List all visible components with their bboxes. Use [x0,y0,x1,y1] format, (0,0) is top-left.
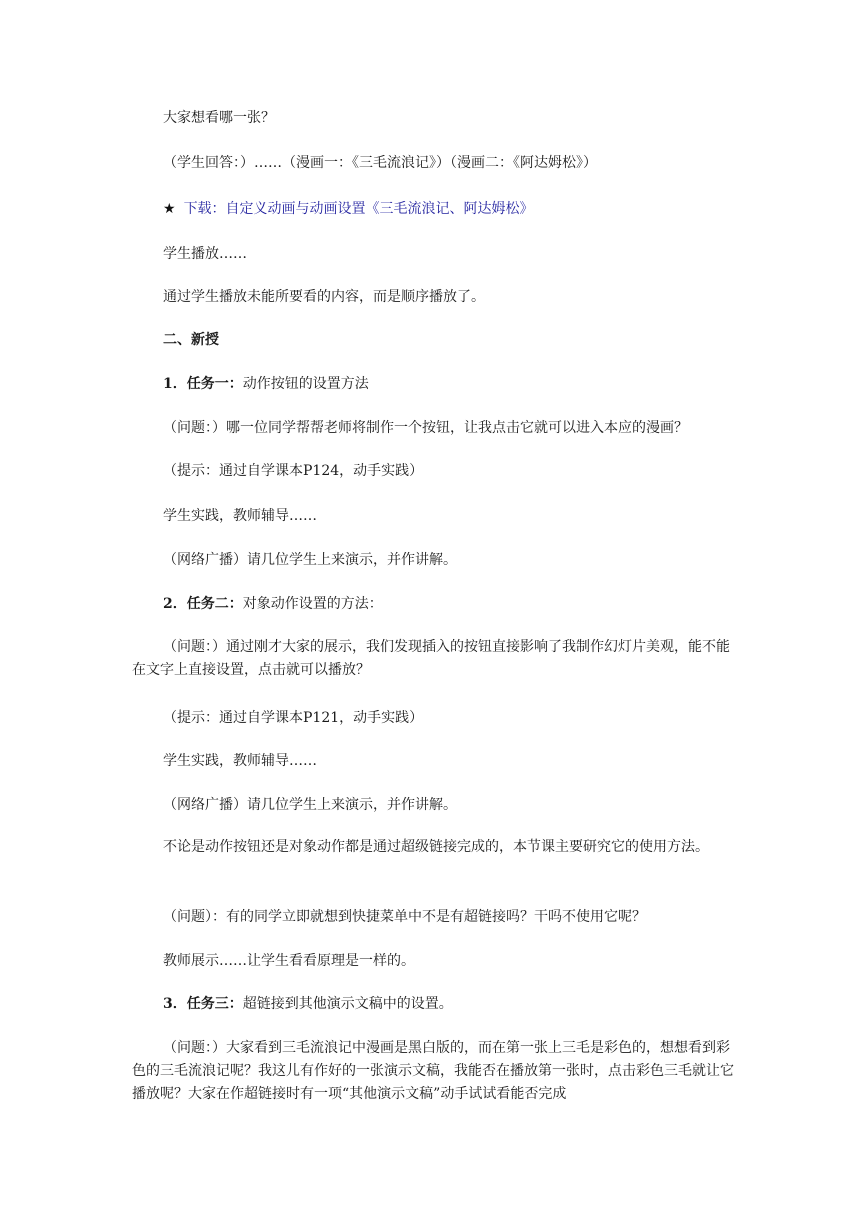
task-heading [132,594,736,614]
paragraph: 学生实践，教师辅导…… [163,753,317,769]
paragraph: 教师展示……让学生看看原理是一样的。 [163,953,415,969]
section-heading: 二、新授 [163,332,219,348]
task-heading [132,994,736,1014]
paragraph: （网络广播）请几位学生上来演示，并作讲解。 [163,552,457,568]
task-title: 超链接到其他演示文稿中的设置。 [242,996,453,1012]
download-link-text[interactable]: 下载：自定义动画与动画设置《三毛流浪记、阿达姆松》 [183,201,534,217]
task-number: 1．任务一： [163,376,243,392]
paragraph: （问题：）大家看到三毛流浪记中漫画是黑白版的，而在第一张上三毛是彩色的，想想看到彩色的三毛流浪记呢？我这儿有作好的一张演示文稿，我能否在播放第一张时，点击彩色三毛就让它播放呢？大家在作超链接时有一项“其他演示文稿”动手试试看能否完成 [132,1040,734,1102]
paragraph: （提示：通过自学课本P124，动手实践） [163,463,424,479]
download-link-line[interactable] [132,199,736,219]
star-icon: ★ [163,201,176,217]
task-title: 对象动作设置的方法： [242,596,383,612]
paragraph: 不论是动作按钮还是对象动作都是通过超级链接完成的，本节课主要研究它的使用方法。 [163,839,709,855]
task-number: 2．任务二： [163,596,243,612]
paragraph: （问题：）通过刚才大家的展示，我们发现插入的按钮直接影响了我制作幻灯片美观，能不能在文字上直接设置，点击就可以播放？ [132,639,730,678]
paragraph: （提示：通过自学课本P121，动手实践） [163,710,424,726]
paragraph: 通过学生播放未能所要看的内容，而是顺序播放了。 [163,289,485,305]
paragraph: 学生实践，教师辅导…… [163,508,317,524]
task-heading [132,374,736,394]
task-number: 3．任务三： [163,996,243,1012]
paragraph: （问题）：有的同学立即就想到快捷菜单中不是有超链接吗？干吗不使用它呢？ [163,909,646,925]
task-title: 动作按钮的设置方法 [242,376,369,392]
paragraph: 学生播放…… [163,246,247,262]
paragraph: 大家想看哪一张？ [163,110,275,126]
paragraph: （网络广播）请几位学生上来演示，并作讲解。 [163,797,457,813]
paragraph: （学生回答：）……（漫画一：《三毛流浪记》）（漫画二：《阿达姆松》） [163,155,597,171]
paragraph: （问题：）哪一位同学帮帮老师将制作一个按钮，让我点击它就可以进入本应的漫画？ [163,420,688,436]
